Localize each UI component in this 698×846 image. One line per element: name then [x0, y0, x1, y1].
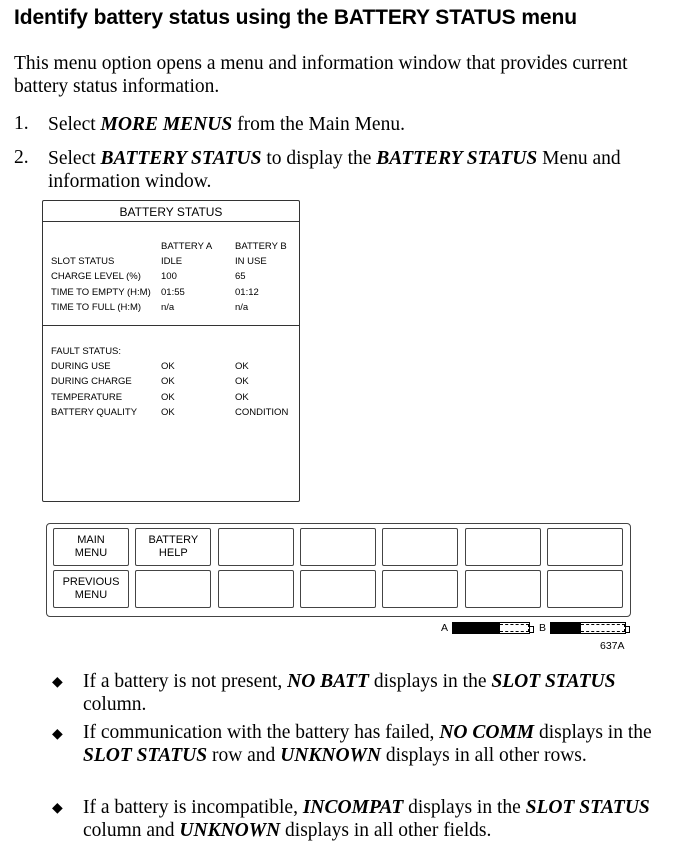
softkey-top-6[interactable]	[465, 528, 541, 566]
fault-row-value-a: OK	[161, 376, 175, 388]
bullet-diamond-icon: ◆	[52, 801, 63, 816]
text-run: row and	[207, 745, 281, 766]
title-divider	[43, 221, 299, 222]
battery-b-label: B	[539, 622, 547, 634]
column-header-battery-b: BATTERY B	[235, 241, 287, 252]
status-row-label: TIME TO EMPTY (H:M)	[51, 286, 151, 298]
softkey-top-2[interactable]: BATTERY HELP	[135, 528, 211, 566]
status-row-value-a: n/a	[161, 301, 175, 313]
battery-a-tip	[530, 626, 534, 633]
battery-b-gauge	[550, 622, 626, 634]
bullet-3-text	[83, 796, 663, 842]
softkey-bottom-1[interactable]: PREVIOUS MENU	[53, 570, 129, 608]
emphasized-term: UNKNOWN	[179, 820, 281, 841]
text-run: column.	[83, 694, 147, 715]
step-2-number: 2.	[14, 147, 29, 168]
emphasized-term: NO BATT	[287, 671, 369, 692]
emphasized-term: INCOMPAT	[302, 797, 404, 818]
intro-paragraph: This menu option opens a menu and information window that provides current battery status information.	[14, 53, 628, 97]
fault-row-value-b: CONDITION	[235, 406, 289, 418]
battery-status-window	[42, 200, 300, 502]
softkey-panel	[46, 523, 631, 617]
fault-row-value-b: OK	[235, 376, 249, 388]
step-2-text: Select BATTERY STATUS to display the BATTERY STATUS Menu and information window.	[48, 148, 621, 192]
window-title: BATTERY STATUS	[119, 205, 223, 219]
text-run: displays in the	[403, 797, 526, 818]
text-run: column and	[83, 820, 180, 841]
battery-b-tip	[626, 626, 630, 633]
status-row-value-b: 65	[235, 271, 246, 283]
fault-row-value-a: OK	[161, 391, 175, 403]
text-run: displays in the	[534, 722, 652, 743]
text-run: displays in the	[368, 671, 492, 692]
page-heading: Identify battery status using the BATTERY STATUS menu	[14, 6, 577, 29]
bullet-diamond-icon: ◆	[52, 727, 63, 742]
emphasized-term: SLOT STATUS	[491, 671, 616, 692]
battery-b-fill	[551, 623, 581, 633]
status-row-value-b: n/a	[235, 301, 249, 313]
fault-row-label: DURING USE	[51, 361, 111, 372]
softkey-bottom-2[interactable]	[135, 570, 211, 608]
softkey-top-5[interactable]	[382, 528, 458, 566]
fault-row-value-b: OK	[235, 361, 249, 372]
status-row-value-b: 01:12	[235, 286, 259, 298]
text-run: displays in all other fields.	[280, 820, 492, 841]
softkey-top-3[interactable]	[218, 528, 294, 566]
softkey-top-4[interactable]	[300, 528, 376, 566]
battery-a-label: A	[441, 622, 449, 634]
status-row-label: SLOT STATUS	[51, 256, 115, 267]
text-run: displays in all other rows.	[380, 745, 587, 766]
battery-a-gauge	[452, 622, 530, 634]
fault-row-value-b: OK	[235, 391, 249, 403]
emphasized-term: SLOT STATUS	[83, 745, 208, 766]
section-divider	[43, 325, 299, 326]
battery-a-fill	[453, 623, 500, 633]
softkey-bottom-7[interactable]	[547, 570, 623, 608]
softkey-bottom-5[interactable]	[382, 570, 458, 608]
status-row-label: CHARGE LEVEL (%)	[51, 271, 141, 283]
fault-row-label: BATTERY QUALITY	[51, 406, 138, 418]
batt-a-empty-portion	[500, 624, 529, 632]
text-run: If communication with the battery has failed,	[83, 722, 440, 743]
softkey-bottom-4[interactable]	[300, 570, 376, 608]
text-run: If a battery is not present,	[83, 671, 288, 692]
batt-b-empty-portion	[581, 624, 625, 632]
bullet-1-text	[83, 670, 663, 716]
text-run: If a battery is incompatible,	[83, 797, 303, 818]
status-row-value-b: IN USE	[235, 256, 267, 267]
figure-id: 637A	[600, 640, 625, 652]
emphasized-term: NO COMM	[439, 722, 535, 743]
status-row-value-a: 100	[161, 271, 177, 283]
fault-row-label: DURING CHARGE	[51, 376, 132, 388]
status-row-value-a: IDLE	[161, 256, 183, 267]
softkey-top-7[interactable]	[547, 528, 623, 566]
status-row-value-a: 01:55	[161, 286, 185, 298]
softkey-bottom-3[interactable]	[218, 570, 294, 608]
emphasized-term: UNKNOWN	[280, 745, 381, 766]
fault-row-value-a: OK	[161, 406, 175, 418]
softkey-top-1[interactable]: MAIN MENU	[53, 528, 129, 566]
fault-row-value-a: OK	[161, 361, 175, 372]
bullet-2-text	[83, 721, 663, 767]
fault-row-label: TEMPERATURE	[51, 391, 123, 403]
softkey-bottom-6[interactable]	[465, 570, 541, 608]
status-row-label: TIME TO FULL (H:M)	[51, 301, 142, 313]
emphasized-term: SLOT STATUS	[525, 797, 650, 818]
fault-status-title: FAULT STATUS:	[51, 346, 122, 357]
step-1-text: Select MORE MENUS from the Main Menu.	[48, 114, 405, 135]
bullet-diamond-icon: ◆	[52, 675, 63, 690]
step-1-number: 1.	[14, 113, 29, 134]
column-header-battery-a: BATTERY A	[161, 241, 213, 252]
